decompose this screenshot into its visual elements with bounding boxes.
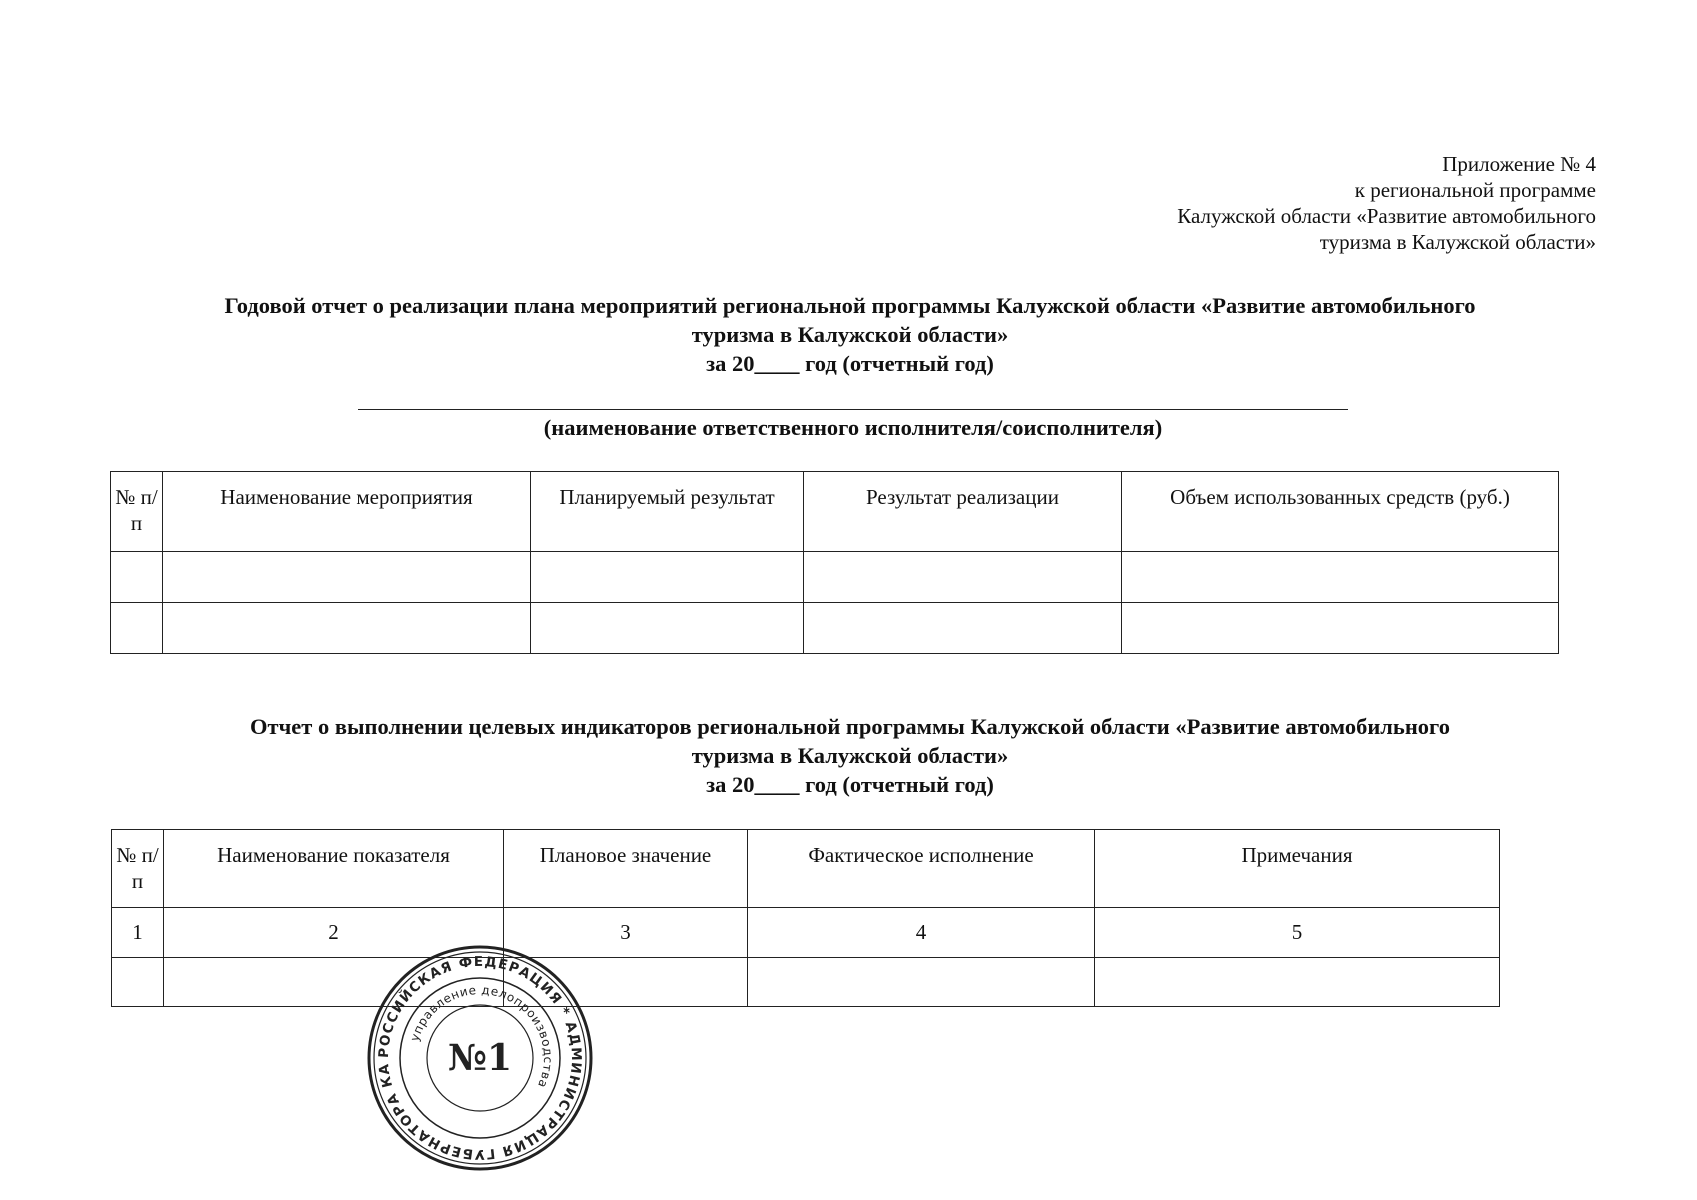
header-cell-funds: Объем использованных средств (руб.) xyxy=(1122,472,1559,552)
appendix-line: туризма в Калужской области» xyxy=(1319,230,1596,254)
report2-title xyxy=(100,712,1600,799)
header-cell-planned-value: Плановое значение xyxy=(504,830,748,908)
report1-title-line: туризма в Калужской области» xyxy=(691,322,1009,347)
report2-period: за 20____ год (отчетный год) xyxy=(706,772,994,797)
appendix-line: Калужской области «Развитие автомобильного xyxy=(1177,204,1596,228)
table-row xyxy=(111,603,1559,654)
appendix-block xyxy=(1177,151,1596,255)
report1-title xyxy=(100,291,1600,378)
table-cell: 3 xyxy=(504,908,748,958)
table-cell xyxy=(804,603,1122,654)
table-cell xyxy=(111,552,163,603)
header-cell-actual: Фактическое исполнение xyxy=(748,830,1095,908)
table-cell xyxy=(531,552,804,603)
table-cell xyxy=(804,552,1122,603)
header-cell-result: Результат реализации xyxy=(804,472,1122,552)
responsible-caption: (наименование ответственного исполнителя/соисполнителя) xyxy=(543,415,1163,440)
responsible-signature-line xyxy=(358,409,1348,410)
header-cell-planned: Планируемый результат xyxy=(531,472,804,552)
table-cell xyxy=(163,603,531,654)
stamp-inner-text: управление делопроизводства xyxy=(407,982,556,1091)
table-cell: 1 xyxy=(112,908,164,958)
table-cell xyxy=(531,603,804,654)
appendix-line: к региональной программе xyxy=(1354,178,1596,202)
stamp-outer-text: РОССИЙСКАЯ ФЕДЕРАЦИЯ * АДМИНИСТРАЦИЯ ГУБЕРНАТОРА КА xyxy=(375,953,585,1163)
table-cell xyxy=(163,552,531,603)
header-cell-notes: Примечания xyxy=(1095,830,1500,908)
table-cell: 4 xyxy=(748,908,1095,958)
table-cell xyxy=(112,958,164,1007)
table-row xyxy=(112,958,1500,1007)
report2-title-line: Отчет о выполнении целевых индикаторов региональной программы Калужской области «Развитие автомобильного xyxy=(250,714,1450,739)
table-row xyxy=(112,908,1500,958)
table-cell: 5 xyxy=(1095,908,1500,958)
report1-period: за 20____ год (отчетный год) xyxy=(706,351,994,376)
header-cell-activity: Наименование мероприятия xyxy=(163,472,531,552)
table-cell xyxy=(1095,958,1500,1007)
table-header-row xyxy=(112,830,1500,908)
table-cell xyxy=(1122,603,1559,654)
appendix-line: Приложение № 4 xyxy=(1442,152,1596,176)
report1-title-line: Годовой отчет о реализации плана мероприятий региональной программы Калужской области «Развитие автомобильного xyxy=(224,293,1476,318)
stamp-seal-icon xyxy=(366,944,594,1172)
table-cell xyxy=(111,603,163,654)
header-cell-number: № п/п xyxy=(111,472,163,552)
report2-title-line: туризма в Калужской области» xyxy=(691,743,1009,768)
table-row xyxy=(111,552,1559,603)
indicators-table xyxy=(111,829,1500,1007)
header-cell-indicator: Наименование показателя xyxy=(164,830,504,908)
table-cell xyxy=(748,958,1095,1007)
table-cell xyxy=(1122,552,1559,603)
activities-table xyxy=(110,471,1559,654)
official-stamp xyxy=(366,944,594,1172)
stamp-number: №1 xyxy=(447,1037,513,1079)
table-cell: 2 xyxy=(164,908,504,958)
table-header-row xyxy=(111,472,1559,552)
header-cell-number: № п/п xyxy=(112,830,164,908)
